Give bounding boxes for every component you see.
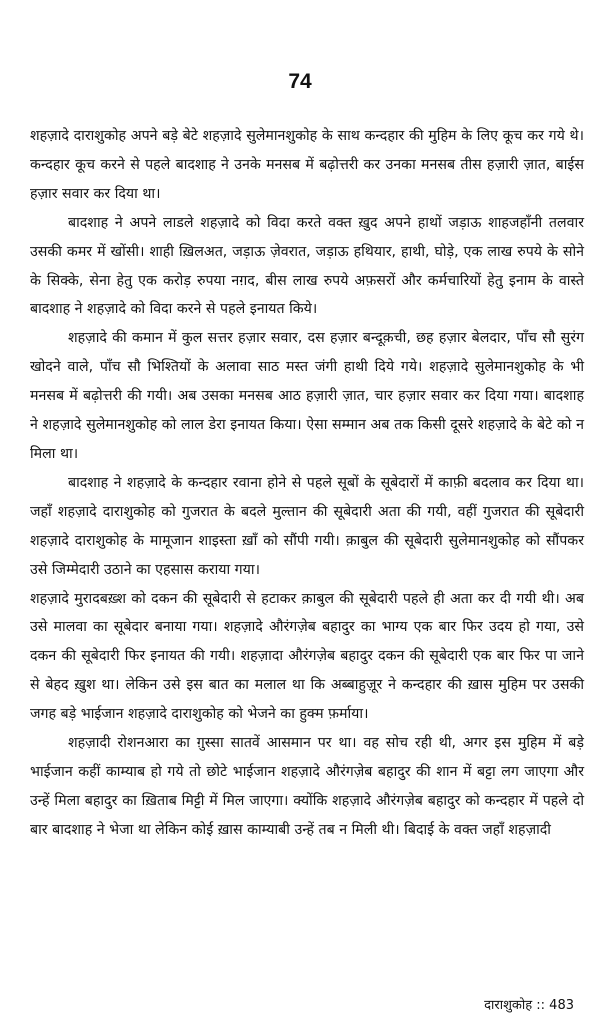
paragraph: शहज़ादे मुरादबख़्श को दकन की सूबेदारी से हटाकर क़ाबुल की सूबेदारी पहले ही अता कर दी गयी थी। अब उसे मालवा का सूबेदार बनाया गया। शहज़ादे औरंगज़ेब बहादुर का भाग्य एक बार फिर उदय हो गया, उसे दकन की सूबेदारी फिर इनायत की गयी। शहज़ादा औरंगज़ेब बहादुर दकन की सूबेदारी एक बार फिर पा जाने से बेहद ख़ुश था। लेकिन उसे इस बात का मलाल था कि अब्बाहुज़ूर ने कन्दहार की ख़ास मुहिम पर उसकी जगह बड़े भाईजान शहज़ादे दाराशुकोह को भेजने का हुक्म फ़र्माया। [30,590,584,723]
paragraph: शहज़ादे की कमान में कुल सत्तर हज़ार सवार, दस हज़ार बन्दूक़ची, छह हज़ार बेलदार, पाँच सौ सुरंग खोदने वाले, पाँच सौ भिश्तियों के अलावा साठ मस्त जंगी हाथी दिये गये। शहज़ादे सुलेमानशुकोह के भी मनसब में बढ़ोत्तरी की गयी। अब उसका मनसब आठ हज़ारी ज़ात, चार हज़ार सवार कर दिया गया। बादशाह ने शहज़ादे सुलेमानशुकोह को लाल डेरा इनायत किया। ऐसा सम्मान अब तक किसी दूसरे शहज़ादे के बेटे को न मिला था। [30,330,584,462]
paragraph: शहज़ादे दाराशुकोह अपने बड़े बेटे शहज़ादे सुलेमानशुकोह के साथ कन्दहार की मुहिम के लिए कूच कर गये थे। कन्दहार कूच करने से पहले बादशाह ने उनके मनसब में बढ़ोत्तरी कर उनका मनसब तीस हज़ारी ज़ात, बाईस हज़ार सवार कर दिया था। [30,128,584,202]
running-footer: दाराशुकोह :: 483 [484,998,574,1013]
paragraph: बादशाह ने अपने लाडले शहज़ादे को विदा करते वक्त ख़ुद अपने हाथों जड़ाऊ शाहजहाँनी तलवार उसकी कमर में खोंसी। शाही ख़िलअत, जड़ाऊ ज़ेवरात, जड़ाऊ हथियार, हाथी, घोड़े, एक लाख रुपये के सोने के सिक्के, सेना हेतु एक करोड़ रुपया नग़द, बीस लाख रुपये अफ़सरों और कर्मचारियों हेतु इनाम के वास्ते बादशाह ने शहज़ादे को विदा करने से पहले इनायत किये। [30,214,584,318]
page-number: 74 [288,70,312,93]
paragraph: बादशाह ने शहज़ादे के कन्दहार रवाना होने से पहले सूबों के सूबेदारों में काफ़ी बदलाव कर दिया था। जहाँ शहज़ादे दाराशुकोह को गुजरात के बदले मुल्तान की सूबेदारी अता की गयी, वहीं गुजरात की सूबेदारी शहज़ादे दाराशुकोह के मामूजान शाइस्ता ख़ाँ को सौंपी गयी। क़ाबुल की सूबेदारी सुलेमानशुकोह को सौंपकर उसे जिम्मेदारी उठाने का एहसास कराया गया। [30,474,584,578]
body-text [30,122,584,845]
paragraph: शहज़ादी रोशनआरा का ग़ुस्सा सातवें आसमान पर था। वह सोच रही थी, अगर इस मुहिम में बड़े भाईजान कहीं काम्याब हो गये तो छोटे भाईजान शहज़ादे औरंगज़ेब बहादुर की शान में बट्टा लग जाएगा और उन्हें मिला बहादुर का ख़िताब मिट्टी में मिल जाएगा। क्योंकि शहज़ादे औरंगज़ेब बहादुर को कन्दहार में पहले दो बार बादशाह ने भेजा था लेकिन कोई ख़ास काम्याबी उन्हें तब न मिली थी। बिदाई के वक्त जहाँ शहज़ादी [30,735,584,838]
